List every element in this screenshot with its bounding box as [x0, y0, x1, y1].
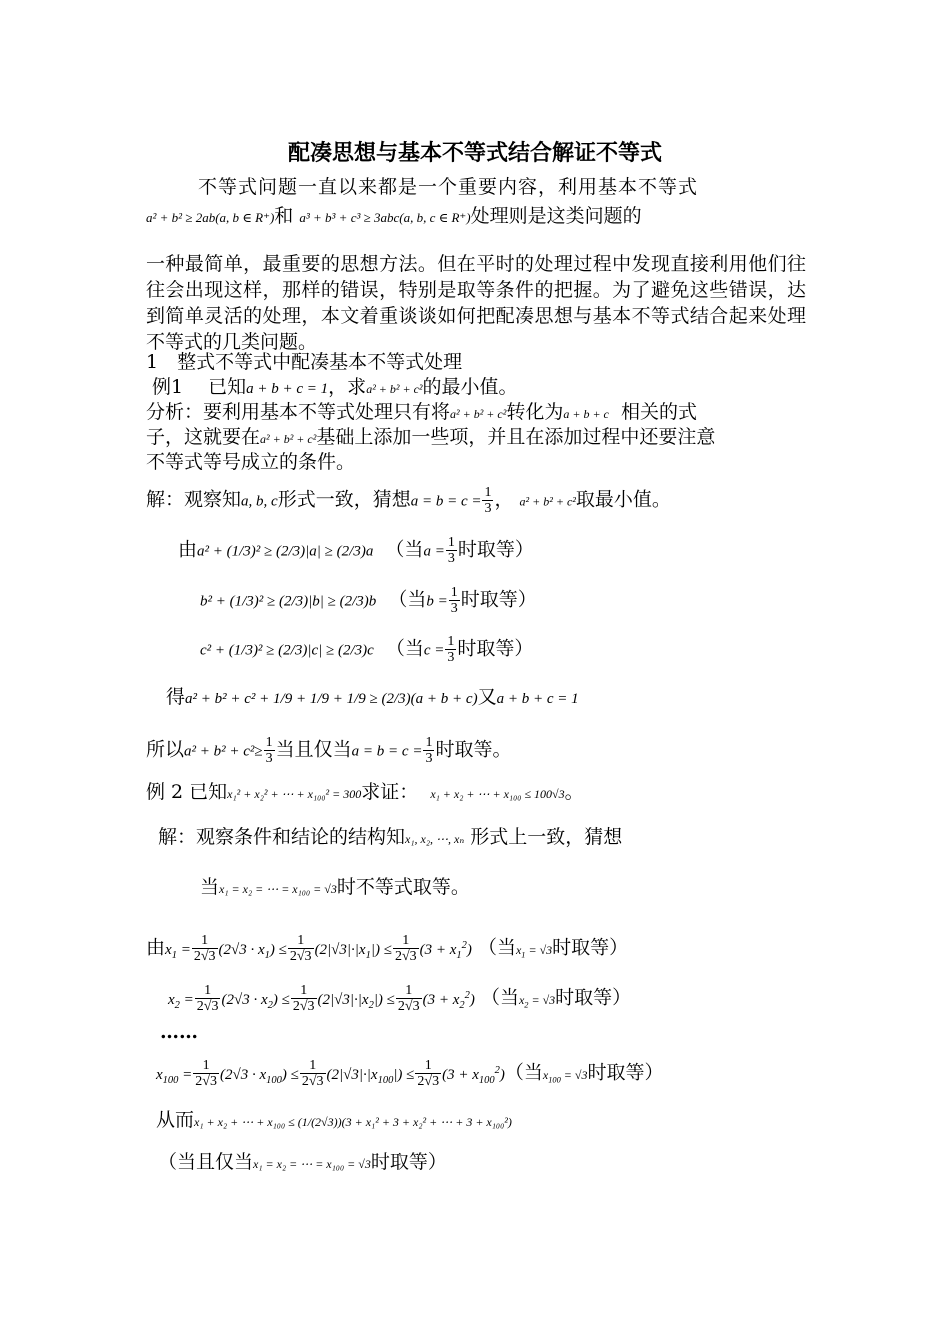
so-a: 所以: [146, 738, 185, 761]
ineq-c: c² + (1/3)² ≥ (2/3)|c| ≥ (2/3)c: [200, 642, 374, 659]
sol2-a: 解：观察条件和结论的结构知: [158, 826, 406, 848]
so-expr: a² + b² + c²: [184, 743, 255, 760]
ex2-prove: 求证：: [361, 781, 419, 803]
ineq-c-line: c² + (1/3)² ≥ (2/3)|c| ≥ (2/3)c （当c = $\frac{1}{3}$ 时取等）: [200, 634, 534, 665]
sol1-expr: a² + b² + c²: [519, 494, 576, 509]
when-close: 时取等）: [457, 637, 534, 660]
analysis-line-3: 不等式等号成立的条件。: [146, 451, 356, 473]
you2: 又: [477, 686, 497, 708]
guess-2-line: [200, 875, 470, 901]
x2-line: $x_2$ = $\frac{1}{2√3}$ $(2√3 \cdot x_2)$ ≤ $\frac{1}{2√3}$ $(2|√3|\cdot|x_2|)$ ≤ $\frac{1}{2√3}$ $(3 + x_2^2)$ （当$x_2 = √3$时取等）: [168, 983, 632, 1014]
ex1-head: 例1 已知: [152, 376, 247, 398]
ex2-you: 由: [146, 936, 166, 959]
ex1-tail: 的最小值。: [422, 376, 518, 398]
solution-1-line: [146, 485, 671, 516]
section-1-heading: 1 整式不等式中配凑基本不等式处理: [146, 351, 463, 373]
when-open: （当: [504, 1061, 543, 1084]
guess-a: 当: [200, 876, 220, 898]
sol1-d: 取最小值。: [575, 488, 671, 511]
ineq-a: a² + (1/3)² ≥ (2/3)|a| ≥ (2/3)a: [197, 543, 374, 560]
when-close: 时取等）: [457, 538, 534, 561]
you: 由: [178, 538, 198, 561]
sol1-guess: a = b = c =: [410, 493, 482, 510]
iff-line: [158, 1150, 447, 1176]
x1-line: 由$x_1$ = $\frac{1}{2√3}$ $(2√3 \cdot x_1)$ ≤ $\frac{1}{2√3}$ $(2|√3|\cdot|x_1|)$ ≤ $\frac{1}{2√3}$ $(3 + x_1^2)$ （当$x_1 = √3$时取等）: [146, 933, 629, 964]
example-2-statement: [146, 780, 584, 806]
sum-line: [166, 685, 579, 711]
analysis-d: 子，这就要在: [146, 426, 261, 448]
analysis-line-1: [146, 400, 697, 426]
ineq-b-line: b² + (1/3)² ≥ (2/3)|b| ≥ (2/3)b （当b = $\frac{1}{3}$ 时取等）: [200, 585, 537, 616]
sol2-vars: x₁, x₂, ⋯, xₙ: [405, 832, 465, 846]
analysis-a: 分析：要利用基本不等式处理只有将: [146, 401, 451, 423]
solution-2-line: [158, 825, 622, 851]
final-inequality: x₁ + x₂ + ⋯ + x₁₀₀ ≤ (1/(2√3))(3 + x₁² + 3 + x₂² + ⋯ + 3 + x₁₀₀²): [194, 1115, 512, 1129]
ex1-ask: ，求: [328, 376, 367, 398]
when-open: （当: [385, 538, 424, 561]
analysis-c: 相关的式: [620, 401, 697, 423]
ex1-condition: a + b + c = 1: [246, 381, 329, 397]
from: 从而: [156, 1109, 195, 1131]
analysis-b: 转化为: [506, 401, 564, 423]
so-c: 时取等。: [435, 738, 512, 761]
iff-eq: x₁ = x₂ = ⋯ = x₁₀₀ = √3: [253, 1157, 371, 1171]
so-b: 当且仅当: [275, 738, 352, 761]
ellipsis: ……: [160, 1021, 198, 1043]
basic-inequality-2: a² + b² ≥ 2ab(a, b ∈ R⁺): [146, 210, 275, 225]
intro-line-2: [146, 204, 642, 230]
sol1-a: 解：观察知: [146, 488, 242, 511]
analysis-sum: a + b + c: [563, 407, 609, 421]
x100-line: $x_{100}$ = $\frac{1}{2√3}$ $(2√3 \cdot x_{100})$ ≤ $\frac{1}{2√3}$ $(2|√3|\cdot|x_{100}|)$ ≤ $\frac{1}{2√3}$ $(3 + x_{100}^2)$（当$x_{100} = √3$时取等）: [156, 1058, 664, 1089]
guess-b: 时不等式取等。: [336, 876, 470, 898]
ex2-condition: x₁² + x₂² + ⋯ + x₁₀₀² = 300: [227, 787, 362, 801]
de: 得: [166, 686, 186, 708]
ex2-period: 。: [564, 781, 584, 803]
when-open: （当: [480, 986, 519, 1009]
iff-a: （当且仅当: [158, 1151, 254, 1173]
from-line: [156, 1108, 512, 1134]
analysis-line-2: [146, 425, 715, 451]
analysis-expr-2: a² + b² + c²: [260, 432, 317, 446]
when-close: 时取等）: [555, 986, 632, 1009]
analysis-expr: a² + b² + c²: [450, 407, 507, 421]
ineq-a-line: 由a² + (1/3)² ≥ (2/3)|a| ≥ (2/3)a （当a = $\frac{1}{3}$ 时取等）: [178, 535, 534, 566]
when-open: （当: [385, 637, 424, 660]
when-open: （当: [477, 936, 516, 959]
when-close: 时取等）: [552, 936, 629, 959]
sol1-c: ，: [494, 488, 514, 511]
intro-line-2-tail: 处理则是这类问题的: [470, 205, 642, 227]
ineq-b: b² + (1/3)² ≥ (2/3)|b| ≥ (2/3)b: [200, 593, 377, 610]
intro-line-1: 不等式问题一直以来都是一个重要内容，利用基本不等式: [198, 176, 699, 198]
conj-and: 和: [274, 205, 294, 227]
example-1-statement: [152, 375, 518, 401]
sol1-b: 形式一致，猜想: [277, 488, 411, 511]
page-title: 配凑思想与基本不等式结合解证不等式: [287, 141, 662, 166]
intro-paragraph: 一种最简单，最重要的思想方法。但在平时的处理过程中发现直接利用他们往往会出现这样，那样的错误，特别是取等条件的把握。为了避免这些错误，达到简单灵活的处理，本文着重谈谈如何把配凑思想与基本不等式结合起来处理不等式的几类问题。: [146, 253, 806, 353]
ex2-goal: x₁ + x₂ + ⋯ + x₁₀₀ ≤ 100√3: [430, 787, 565, 801]
basic-inequality-3: a³ + b³ + c³ ≥ 3abc(a, b, c ∈ R⁺): [299, 210, 471, 225]
sum-inequality: a² + b² + c² + 1/9 + 1/9 + 1/9 ≥ (2/3)(a + b + c): [185, 691, 478, 707]
guess-eq: x₁ = x₂ = ⋯ = x₁₀₀ = √3: [219, 882, 337, 896]
analysis-e: 基础上添加一些项，并且在添加过程中还要注意: [316, 426, 716, 448]
when-close: 时取等）: [460, 588, 537, 611]
ex1-expression: a² + b² + c²: [366, 382, 423, 396]
conclusion-1-line: 所以a² + b² + c²≥ $\frac{1}{3}$ 当且仅当a = b = c = $\frac{1}{3}$ 时取等。: [146, 735, 512, 766]
frac-one-third: $\frac{1}{3}$: [484, 485, 492, 516]
iff-b: 时取等）: [370, 1151, 447, 1173]
sum-condition: a + b + c = 1: [496, 691, 579, 707]
sol1-vars: a, b, c: [241, 493, 278, 510]
when-open: （当: [388, 588, 427, 611]
sol2-b: 形式上一致，猜想: [470, 826, 623, 848]
ex2-head: 例 2 已知: [146, 781, 228, 803]
when-close: 时取等）: [587, 1061, 664, 1084]
